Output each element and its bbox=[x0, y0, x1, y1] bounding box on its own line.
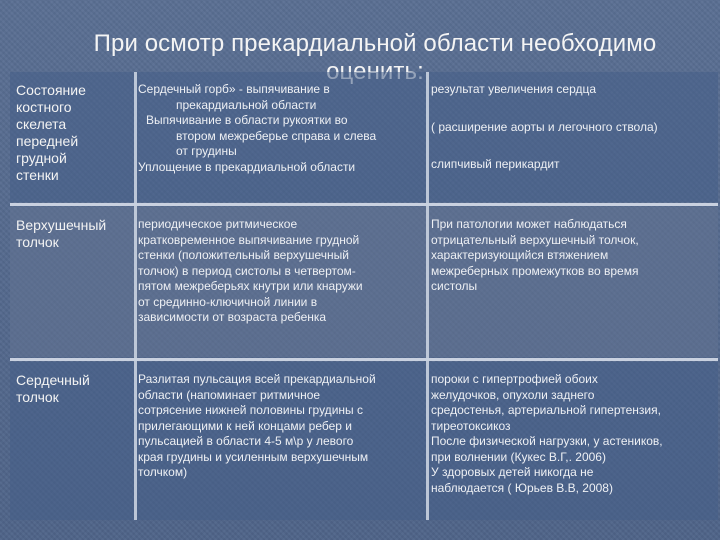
description-line: от срединно-ключичной линии в bbox=[138, 294, 318, 309]
description-line: Разлитая пульсация всей прекардиальной bbox=[138, 372, 376, 386]
column-divider bbox=[426, 72, 429, 520]
row-significance bbox=[431, 72, 716, 173]
significance-line: слипчивый перикардит bbox=[431, 157, 560, 171]
description-line: Уплощение в прекардиальной области bbox=[138, 159, 356, 174]
description-line: стенки (положительный верхушечный bbox=[138, 248, 350, 262]
assessment-table bbox=[10, 72, 718, 520]
description-line: зависимости от возраста ребенка bbox=[138, 310, 327, 324]
label-line: толчок bbox=[16, 234, 59, 250]
label-line: Верхушечный bbox=[16, 217, 107, 233]
description-line: пятом межреберьях кнутри или кнаружи bbox=[138, 279, 363, 293]
significance-line: средостенья, артериальной гипертензия, bbox=[431, 403, 661, 417]
table-row bbox=[10, 362, 718, 520]
significance-line: При патологии может наблюдаться bbox=[431, 217, 627, 231]
row-divider bbox=[10, 203, 718, 206]
significance-line: результат увеличения сердца bbox=[431, 82, 597, 96]
description-line: втором межреберье справа и слева bbox=[176, 128, 377, 143]
label-line: костного bbox=[16, 99, 72, 115]
significance-line: при волнении (Кукес В.Г,. 2006) bbox=[431, 449, 606, 464]
description-line: кратковременное выпячивание грудной bbox=[138, 232, 360, 247]
slide-title-line-1: При осмотр прекардиальной области необходимо bbox=[93, 30, 657, 57]
significance-line: отрицательный верхушечный толчок, bbox=[431, 232, 639, 247]
significance-line: межреберных промежутков во время bbox=[431, 263, 639, 278]
significance-line: У здоровых детей никогда не bbox=[431, 465, 594, 479]
significance-line: систолы bbox=[431, 279, 478, 293]
row-label bbox=[16, 362, 134, 406]
label-line: передней bbox=[16, 133, 79, 149]
row-label bbox=[16, 72, 134, 184]
label-line: Состояние bbox=[16, 82, 86, 98]
label-line: скелета bbox=[16, 116, 67, 132]
row-significance bbox=[431, 362, 716, 496]
significance-line: наблюдается ( Юрьев В.В, 2008) bbox=[431, 480, 613, 495]
significance-line: характеризующийся втяжением bbox=[431, 248, 609, 262]
description-line: Сердечный горб» - выпячивание в bbox=[138, 82, 330, 96]
row-significance bbox=[431, 207, 716, 295]
description-line: периодическое ритмическое bbox=[138, 217, 298, 231]
row-label bbox=[16, 207, 134, 251]
description-line: Выпячивание в области рукоятки во bbox=[146, 113, 348, 127]
description-line: области (напоминает ритмичное bbox=[138, 387, 321, 402]
label-line: Сердечный bbox=[16, 372, 90, 388]
row-description bbox=[138, 72, 420, 175]
description-line: прекардиальной области bbox=[176, 97, 317, 112]
description-line: сотрясение нижней половины грудины с bbox=[138, 403, 363, 417]
row-description bbox=[138, 362, 420, 481]
significance-line: пороки с гипертрофией обоих bbox=[431, 372, 598, 386]
row-description bbox=[138, 207, 420, 326]
table-row bbox=[10, 72, 718, 202]
label-line: грудной bbox=[16, 150, 67, 166]
label-line: толчок bbox=[16, 389, 59, 405]
significance-line: ( расширение аорты и легочного ствола) bbox=[431, 119, 658, 134]
significance-line: После физической нагрузки, у астеников, bbox=[431, 434, 663, 448]
description-line: пульсацией в области 4-5 м\р у левого bbox=[138, 434, 354, 448]
column-divider bbox=[134, 72, 137, 520]
description-line: прилегающими к ней концами ребер и bbox=[138, 418, 352, 433]
table-row bbox=[10, 207, 718, 357]
description-line: от грудины bbox=[176, 144, 237, 158]
row-divider bbox=[10, 358, 718, 361]
description-line: толчком) bbox=[138, 465, 188, 479]
significance-line: тиреотоксикоз bbox=[431, 418, 511, 433]
description-line: толчок) в период систолы в четвертом- bbox=[138, 263, 356, 278]
significance-line: желудочков, опухоли заднего bbox=[431, 387, 595, 402]
description-line: края грудины и усиленным верхушечным bbox=[138, 449, 369, 464]
label-line: стенки bbox=[16, 167, 59, 183]
